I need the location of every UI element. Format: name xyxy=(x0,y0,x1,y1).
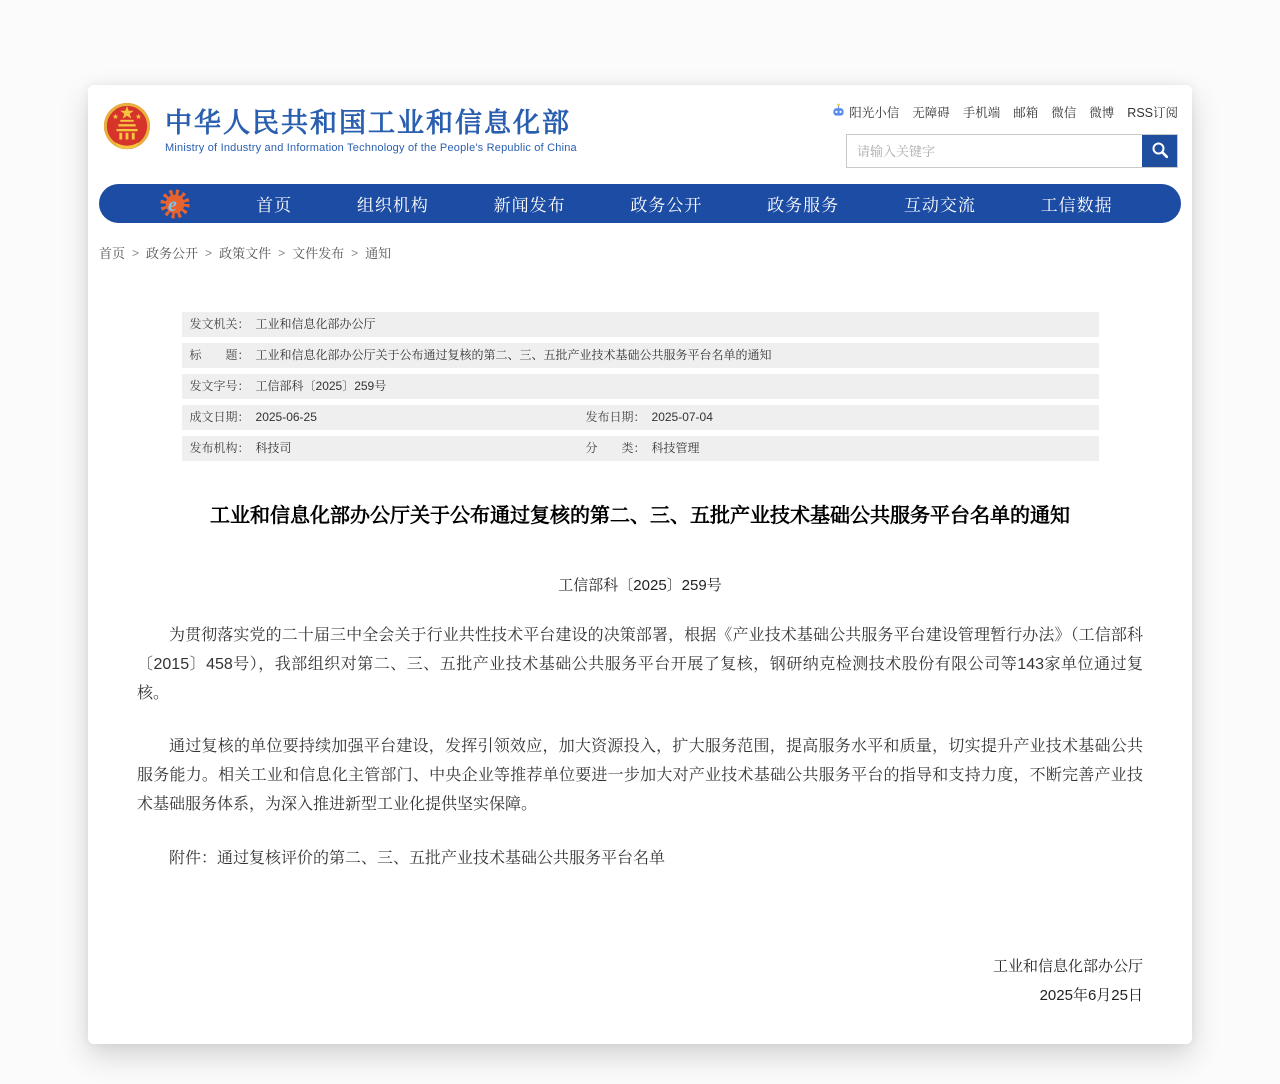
nav-item-news[interactable]: 新闻发布 xyxy=(493,196,566,215)
search-input[interactable] xyxy=(847,135,1142,167)
quick-link-weibo[interactable]: 微博 xyxy=(1089,106,1115,120)
site-title: 中华人民共和国工业和信息化部 xyxy=(165,107,571,138)
breadcrumb-separator: > xyxy=(132,245,140,260)
nav-item-gov-services[interactable]: 政务服务 xyxy=(767,196,840,215)
signature-block xyxy=(88,952,1143,1011)
breadcrumb-separator: > xyxy=(278,245,286,260)
breadcrumb xyxy=(99,243,1192,262)
assistant-robot-icon xyxy=(831,103,846,121)
masthead xyxy=(88,85,1192,168)
meta-row-issuing-org xyxy=(182,312,1099,337)
meta-value: 工业和信息化部办公厅 xyxy=(255,317,376,331)
paragraph-2: 通过复核的单位要持续加强平台建设，发挥引领效应，加大资源投入，扩大服务范围，提高服务水平和质量，切实提升产业技术基础公共服务能力。相关工业和信息化主管部门、中央企业等推荐单位要进一步加大对产业技术基础公共服务平台的指导和支持力度，不断完善产业技术基础服务体系，为深入推进新型工业化提供坚实保障。 xyxy=(137,738,1143,813)
meta-label: 发文字号： xyxy=(189,379,250,393)
quick-link-rss[interactable]: RSS订阅 xyxy=(1127,106,1178,120)
site-brand[interactable] xyxy=(103,98,577,163)
quick-links xyxy=(846,103,1178,121)
nav-item-organization[interactable]: 组织机构 xyxy=(356,196,429,215)
main-nav xyxy=(99,184,1181,223)
header-right xyxy=(846,98,1178,168)
doc-number: 工信部科〔2025〕259号 xyxy=(558,577,722,594)
svg-text:e: e xyxy=(168,193,178,216)
quick-link-wechat[interactable]: 微信 xyxy=(1051,106,1077,120)
national-emblem-icon xyxy=(103,98,151,163)
nav-item-interaction[interactable]: 互动交流 xyxy=(903,196,976,215)
meta-row-title xyxy=(182,343,1099,368)
meta-row-doc-no xyxy=(182,374,1099,399)
search-button[interactable] xyxy=(1142,135,1177,167)
meta-label: 标 题： xyxy=(189,348,250,362)
attachment-link[interactable]: 附件：通过复核评价的第二、三、五批产业技术基础公共服务平台名单 xyxy=(169,849,666,867)
breadcrumb-current: 通知 xyxy=(365,246,392,261)
breadcrumb-policy-files[interactable]: 政策文件 xyxy=(219,246,272,261)
meta-value: 工信部科〔2025〕259号 xyxy=(255,379,387,393)
meta-category: 分 类： 科技管理 xyxy=(585,441,700,455)
quick-link-mail[interactable]: 邮箱 xyxy=(1013,106,1039,120)
search-bar xyxy=(846,134,1178,168)
quick-link-mobile[interactable]: 手机端 xyxy=(962,106,1001,120)
miit-gear-icon[interactable] xyxy=(159,188,191,220)
meta-row-dates xyxy=(182,405,1099,430)
site-card xyxy=(88,85,1192,1044)
breadcrumb-separator: > xyxy=(205,245,213,260)
brand-text xyxy=(165,107,577,154)
nav-item-gov-open[interactable]: 政务公开 xyxy=(630,196,703,215)
signature-org: 工业和信息化部办公厅 xyxy=(992,957,1143,975)
nav-item-home[interactable]: 首页 xyxy=(256,196,293,215)
meta-date-published: 发布日期： 2025-07-04 xyxy=(585,410,713,424)
breadcrumb-home[interactable]: 首页 xyxy=(99,246,126,261)
paragraph-1: 为贯彻落实党的二十届三中全会关于行业共性技术平台建设的决策部署，根据《产业技术基础公共服务平台建设管理暂行办法》（工信部科〔2015〕458号），我部组织对第二、三、五批产业技术基础公共服务平台开展了复核，钢研纳克检测技术股份有限公司等143家单位通过复核。 xyxy=(137,627,1143,702)
search-icon xyxy=(1151,141,1169,162)
site-subtitle: Ministry of Industry and Information Technology of the People's Republic of China xyxy=(165,142,577,155)
article xyxy=(88,501,1192,1010)
breadcrumb-separator: > xyxy=(351,245,359,260)
quick-link-sunshine-assistant[interactable] xyxy=(831,103,899,121)
doc-meta-table xyxy=(182,312,1099,461)
signature-date: 2025年6月25日 xyxy=(1039,986,1143,1004)
breadcrumb-gov-open[interactable]: 政务公开 xyxy=(146,246,199,261)
meta-label: 发文机关： xyxy=(189,317,250,331)
quick-link-label: 阳光小信 xyxy=(849,106,900,120)
quick-link-accessibility[interactable]: 无障碍 xyxy=(912,106,950,120)
breadcrumb-file-release[interactable]: 文件发布 xyxy=(292,246,345,261)
meta-date-written: 成文日期： 2025-06-25 xyxy=(189,410,317,424)
meta-row-publisher xyxy=(182,436,1099,461)
nav-item-miit-data[interactable]: 工信数据 xyxy=(1040,196,1113,215)
article-title: 工业和信息化部办公厅关于公布通过复核的第二、三、五批产业技术基础公共服务平台名单的通知 xyxy=(210,505,1070,527)
meta-publisher: 发布机构： 科技司 xyxy=(189,441,292,455)
meta-value: 工业和信息化部办公厅关于公布通过复核的第二、三、五批产业技术基础公共服务平台名单的通知 xyxy=(255,348,772,362)
